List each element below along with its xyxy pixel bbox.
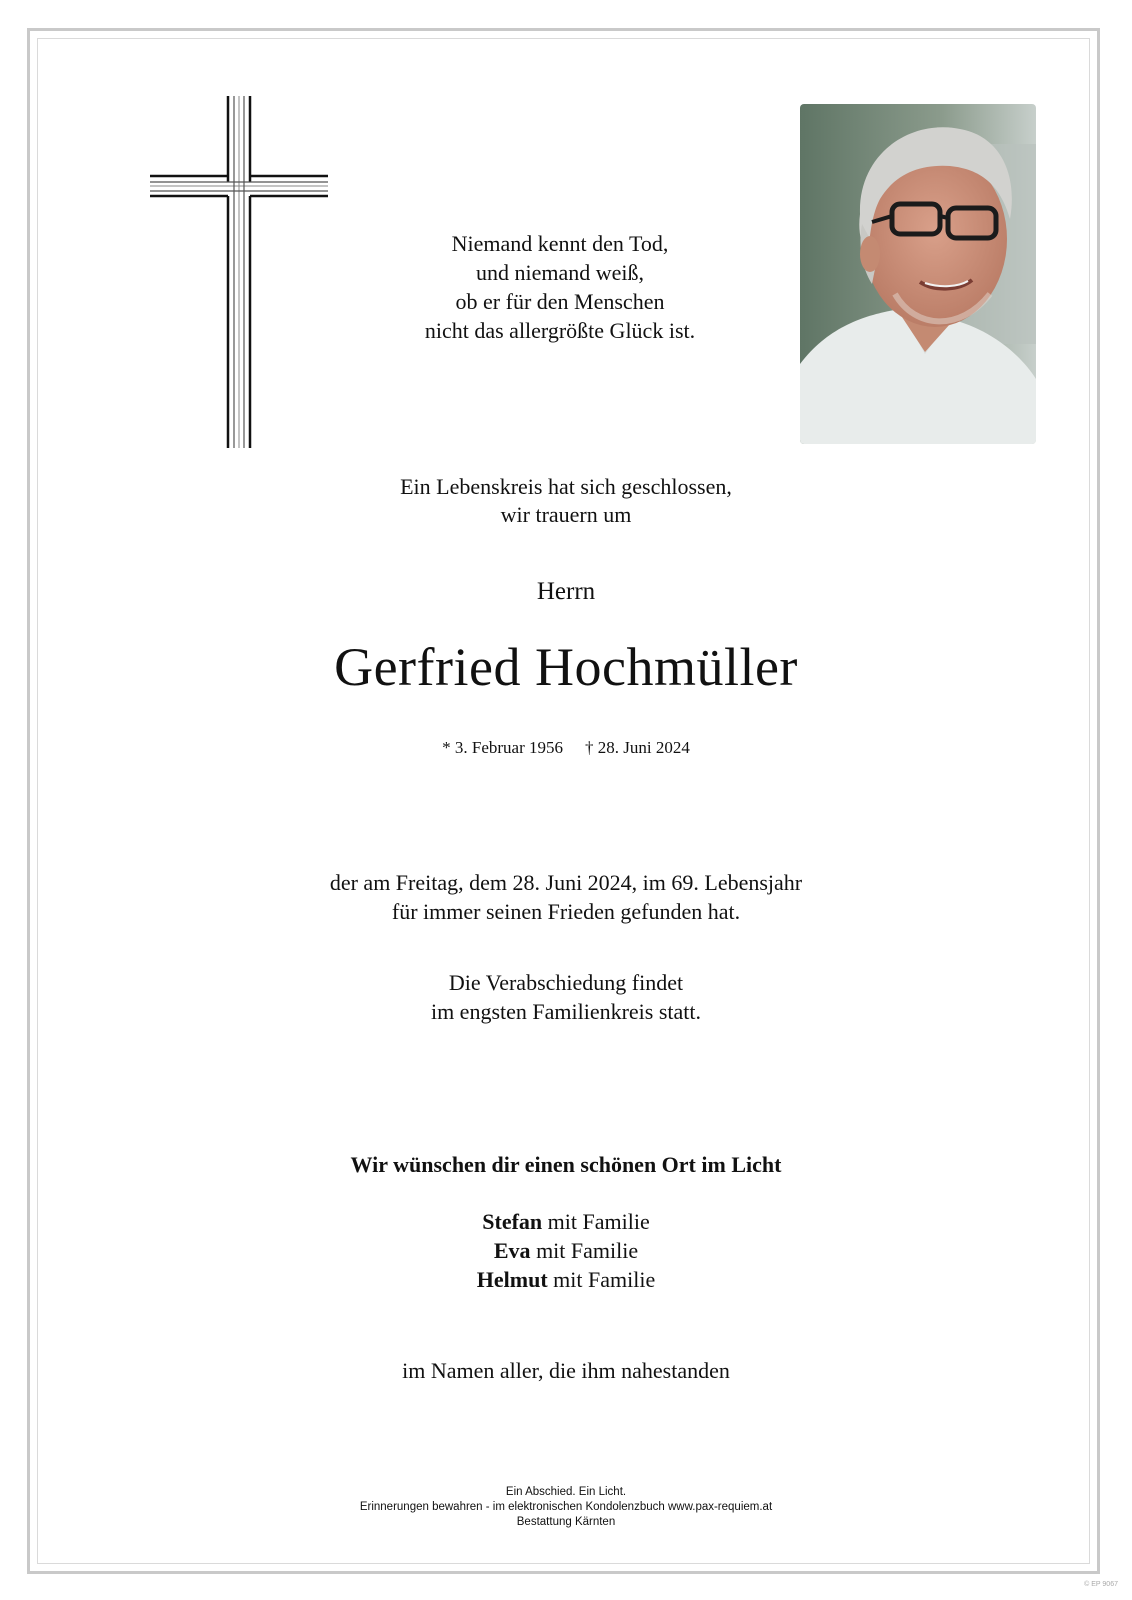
death-date: † 28. Juni 2024 <box>585 738 690 757</box>
death-line: der am Freitag, dem 28. Juni 2024, im 69. Lebensjahr <box>329 870 803 895</box>
life-dates <box>0 738 1132 758</box>
intro-text <box>0 473 1132 529</box>
farewell-notice <box>0 968 1132 1026</box>
farewell-line: Die Verabschiedung findet <box>448 970 684 995</box>
footer <box>0 1485 1132 1530</box>
mourner-suffix: mit Familie <box>530 1238 639 1263</box>
deceased-name: Gerfried Hochmüller <box>334 637 798 697</box>
poem-line: und niemand weiß, <box>475 260 645 285</box>
portrait-photo <box>800 104 1036 444</box>
mourner-entry <box>0 1265 1132 1294</box>
footer-line: Ein Abschied. Ein Licht. <box>505 1486 627 1498</box>
mourner-suffix: mit Familie <box>542 1209 650 1234</box>
poem-line: nicht das allergrößte Glück ist. <box>424 318 696 343</box>
mourner-name: Helmut <box>476 1267 548 1292</box>
salutation: Herrn <box>536 578 596 605</box>
print-code: © EP 9067 <box>1084 1581 1118 1588</box>
footer-line: Erinnerungen bewahren - im elektronischen Kondolenzbuch www.pax-requiem.at <box>359 1501 773 1513</box>
mourner-suffix: mit Familie <box>547 1267 656 1292</box>
mourner-name: Stefan <box>482 1209 543 1234</box>
birth-date: * 3. Februar 1956 <box>442 738 564 757</box>
mourner-name: Eva <box>493 1238 531 1263</box>
poem-line: ob er für den Menschen <box>455 289 665 314</box>
death-line: für immer seinen Frieden gefunden hat. <box>391 899 741 924</box>
mourner-entry <box>0 1207 1132 1236</box>
christian-cross-icon <box>150 96 328 448</box>
mourner-entry <box>0 1236 1132 1265</box>
intro-line: wir trauern um <box>500 502 632 527</box>
death-announcement <box>0 868 1132 926</box>
footer-line: Bestattung Kärnten <box>516 1516 616 1528</box>
closing-line: im Namen aller, die ihm nahestanden <box>402 1358 730 1383</box>
poem-line: Niemand kennt den Tod, <box>451 231 669 256</box>
wish-line: Wir wünschen dir einen schönen Ort im Licht <box>350 1152 782 1177</box>
opening-poem <box>360 229 760 345</box>
farewell-line: im engsten Familienkreis statt. <box>430 999 702 1024</box>
intro-line: Ein Lebenskreis hat sich geschlossen, <box>400 474 732 499</box>
mourners-list <box>0 1207 1132 1294</box>
